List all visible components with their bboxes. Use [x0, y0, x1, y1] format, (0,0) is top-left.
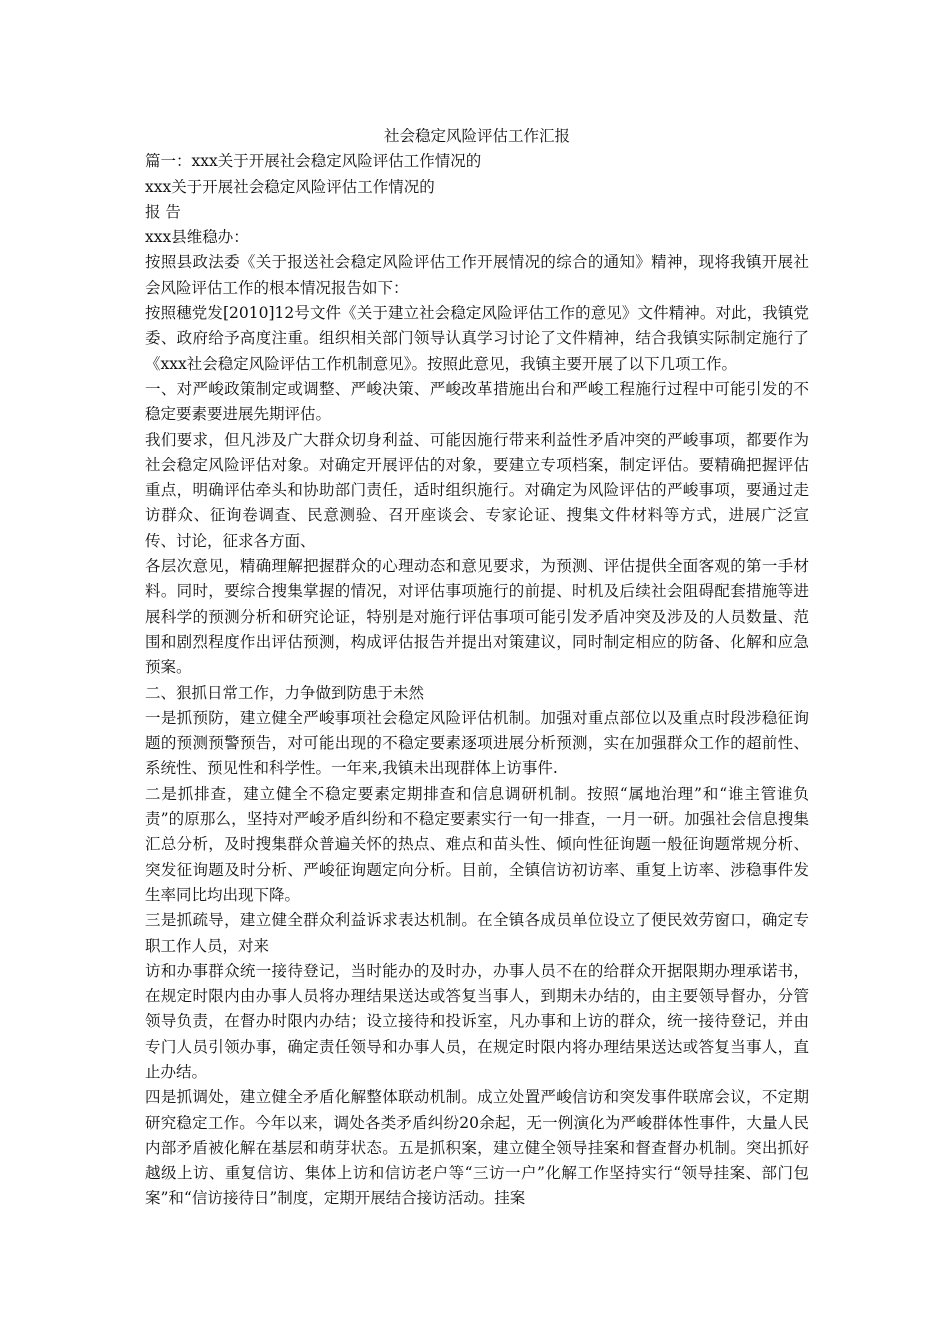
- paragraph-body: 三是抓疏导，建立健全群众利益诉求表达机制。在全镇各成员单位设立了便民效劳窗口，确定专职工作人员，对来: [145, 911, 809, 955]
- paragraph-report-label: 报 告: [145, 202, 181, 221]
- paragraph-heading-2: xxx关于开展社会稳定风险评估工作情况的: [145, 177, 435, 196]
- paragraph-section-1: 一、对严峻政策制定或调整、严峻决策、严峻改革措施出台和严峻工程施行过程中可能引发的不稳定要素要进展先期评估。: [145, 379, 809, 424]
- paragraph-heading-1: 篇一：xxx关于开展社会稳定风险评估工作情况的: [145, 152, 482, 171]
- paragraph-body: 二是抓排查，建立健全不稳定要素定期排查和信息调研机制。按照“属地治理”和“谁主管谁负责”的原那么，坚持对严峻矛盾纠纷和不稳定要素实行一旬一排查，一月一研。加强社会信息搜集汇总分析，及时搜集群众普遍关怀的热点、难点和苗头性、倾向性征询题一般征询题常规分析、突发征询题及时分析、严峻征询题定向分析。目前，全镇信访初访率、重复上访率、涉稳事件发生率同比均出现下降。: [145, 784, 809, 904]
- paragraph-body: 访和办事群众统一接待登记，当时能办的及时办，办事人员不在的给群众开据限期办理承诺书，在规定时限内由办事人员将办理结果送达或答复当事人，到期未办结的，由主要领导督办，分管领导负责，在督办时限内办结；设立接待和投诉室，凡办事和上访的群众，统一接待登记，并由专门人员引领办事，确定责任领导和办事人员，在规定时限内将办理结果送达或答复当事人，直止办结。: [145, 961, 809, 1081]
- paragraph-body: 按照穗党发[2010]12号文件《关于建立社会稳定风险评估工作的意见》文件精神。对此，我镇党委、政府给予高度注重。组织相关部门领导认真学习讨论了文件精神，结合我镇实际制定施行了《xxx社会稳定风险评估工作机制意见》。按照此意见，我镇主要开展了以下几项工作。: [145, 304, 809, 373]
- paragraph-body: 四是抓调处，建立健全矛盾化解整体联动机制。成立处置严峻信访和突发事件联席会议，不定期研究稳定工作。今年以来，调处各类矛盾纠纷20余起，无一例演化为严峻群体性事件，大量人民内部矛盾被化解在基层和萌芽状态。五是抓积案，建立健全领导挂案和督查督办机制。突出抓好越级上访、重复信访、集体上访和信访老户等“三访一户”化解工作坚持实行“领导挂案、部门包案”和“信访接待日”制度，定期开展结合接访活动。挂案: [145, 1088, 809, 1208]
- document-title: 社会稳定风险评估工作汇报: [383, 127, 570, 145]
- paragraph-recipient: xxx县维稳办：: [145, 228, 249, 247]
- document-page: [145, 124, 809, 1212]
- paragraph-section-2: 二、狠抓日常工作，力争做到防患于未然: [145, 683, 425, 702]
- paragraph-body: 一是抓预防，建立健全严峻事项社会稳定风险评估机制。加强对重点部位以及重点时段涉稳征询题的预测预警预告，对可能出现的不稳定要素逐项进展分析预测，实在加强群众工作的超前性、系统性、预见性和科学性。一年来,我镇未出现群体上访事件.: [145, 708, 809, 778]
- paragraph-body: 我们要求，但凡涉及广大群众切身利益、可能因施行带来利益性矛盾冲突的严峻事项，都要作为社会稳定风险评估对象。对确定开展评估的对象，要建立专项档案，制定评估。要精确把握评估重点，明确评估牵头和协助部门责任，适时组织施行。对确定为风险评估的严峻事项，要通过走访群众、征询卷调查、民意测验、召开座谈会、专家论证、搜集文件材料等方式，进展广泛宣传、讨论，征求各方面、: [145, 430, 809, 550]
- paragraph-body: 各层次意见，精确理解把握群众的心理动态和意见要求，为预测、评估提供全面客观的第一手材料。同时，要综合搜集掌握的情况，对评估事项施行的前提、时机及后续社会阻碍配套措施等进展科学的预测分析和研究论证，特别是对施行评估事项可能引发矛盾冲突及涉及的人员数量、范围和剧烈程度作出评估预测，构成评估报告并提出对策建议，同时制定相应的防备、化解和应急预案。: [145, 557, 809, 677]
- paragraph-body: 按照县政法委《关于报送社会稳定风险评估工作开展情况的综合的通知》精神，现将我镇开展社会风险评估工作的根本情况报告如下：: [145, 253, 809, 297]
